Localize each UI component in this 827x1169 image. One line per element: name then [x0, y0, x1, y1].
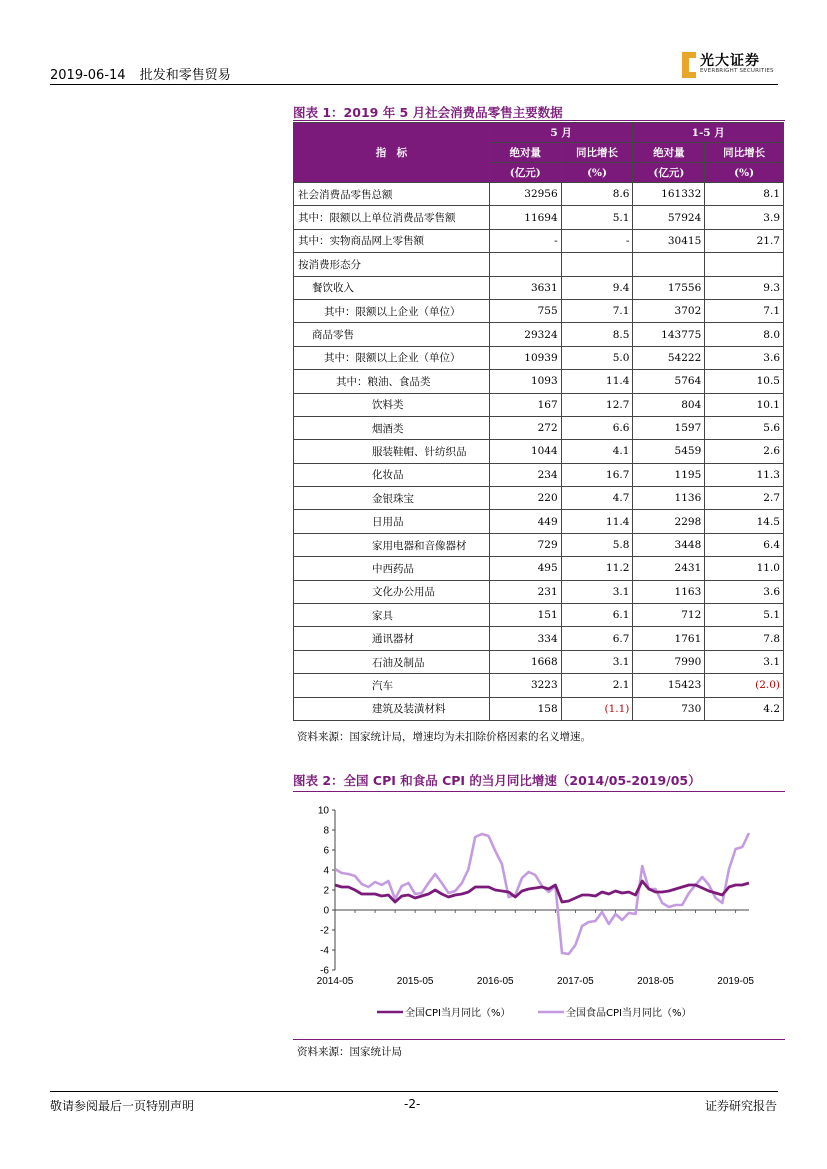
row-indicator: 餐饮收入 — [294, 276, 490, 299]
row-value: 3.6 — [705, 346, 784, 369]
row-value: 1136 — [633, 487, 705, 510]
header-yoy: 同比增长 — [705, 143, 784, 163]
y-tick-label: 10 — [317, 805, 329, 817]
header-abs-unit: (亿元) — [489, 163, 561, 183]
figure2-source: 资料来源：国家统计局 — [297, 1046, 402, 1058]
row-value: 334 — [489, 627, 561, 650]
footer-divider — [50, 1091, 778, 1092]
table-row — [294, 604, 784, 627]
row-value: 9.4 — [561, 276, 633, 299]
row-value: 5.1 — [705, 604, 784, 627]
table-row — [294, 346, 784, 369]
table-row — [294, 580, 784, 603]
row-value: 11.4 — [561, 510, 633, 533]
table-row — [294, 557, 784, 580]
row-value: 17556 — [633, 276, 705, 299]
row-indicator: 日用品 — [294, 510, 490, 533]
row-indicator: 汽车 — [294, 674, 490, 697]
table-row — [294, 650, 784, 673]
series-line-food-cpi — [335, 833, 749, 954]
header-divider — [50, 84, 778, 85]
y-tick-label: 8 — [323, 825, 329, 837]
table-row — [294, 487, 784, 510]
table-row — [294, 183, 784, 206]
row-value: 15423 — [633, 674, 705, 697]
row-value: 143775 — [633, 323, 705, 346]
table-row — [294, 510, 784, 533]
row-value: 3.1 — [561, 650, 633, 673]
row-indicator: 建筑及装潢材料 — [294, 697, 490, 720]
retail-data-table — [293, 122, 784, 721]
row-value: 5764 — [633, 370, 705, 393]
row-value: 3.1 — [705, 650, 784, 673]
row-indicator: 社会消费品零售总额 — [294, 183, 490, 206]
row-value: 10.5 — [705, 370, 784, 393]
row-value: 9.3 — [705, 276, 784, 299]
row-value: - — [489, 229, 561, 252]
row-value: 2298 — [633, 510, 705, 533]
y-tick-label: 4 — [323, 865, 329, 877]
row-value: 10939 — [489, 346, 561, 369]
figure2-title: 图表 2：全国 CPI 和食品 CPI 的当月同比增速（2014/05-2019/05） — [293, 773, 701, 788]
row-value: 231 — [489, 580, 561, 603]
row-value: 7990 — [633, 650, 705, 673]
row-value: 4.7 — [561, 487, 633, 510]
figure2-title-rule — [293, 791, 785, 792]
table-header — [294, 123, 784, 183]
y-tick-label: 2 — [323, 885, 329, 897]
row-value: 14.5 — [705, 510, 784, 533]
logo-name: 光大证券 — [700, 53, 760, 69]
row-value: 3.6 — [705, 580, 784, 603]
row-indicator: 烟酒类 — [294, 416, 490, 439]
row-value: 8.0 — [705, 323, 784, 346]
cpi-chart — [293, 797, 785, 1037]
row-value: 161332 — [633, 183, 705, 206]
row-value: 7.1 — [705, 299, 784, 322]
row-value: 11694 — [489, 206, 561, 229]
row-indicator: 其中：限额以上企业（单位） — [294, 299, 490, 322]
header-yoy-unit: (%) — [705, 163, 784, 183]
row-value: 2431 — [633, 557, 705, 580]
row-value: 3448 — [633, 533, 705, 556]
row-value: 1163 — [633, 580, 705, 603]
row-indicator: 其中：限额以上单位消费品零售额 — [294, 206, 490, 229]
row-indicator: 金银珠宝 — [294, 487, 490, 510]
header-jan-may: 1-5 月 — [633, 123, 784, 143]
row-value: 151 — [489, 604, 561, 627]
header-abs: 绝对量 — [633, 143, 705, 163]
logo-english-name: EVERBRIGHT SECURITIES — [700, 68, 774, 74]
row-indicator: 商品零售 — [294, 323, 490, 346]
row-value: 5459 — [633, 440, 705, 463]
table-row — [294, 229, 784, 252]
row-value: 3223 — [489, 674, 561, 697]
row-value: (1.1) — [561, 697, 633, 720]
row-value: 712 — [633, 604, 705, 627]
row-value: 449 — [489, 510, 561, 533]
row-value: 16.7 — [561, 463, 633, 486]
table-row — [294, 370, 784, 393]
header-date: 2019-06-14 — [50, 68, 126, 83]
table-row — [294, 416, 784, 439]
row-value — [633, 253, 705, 276]
header-section: 批发和零售贸易 — [139, 68, 231, 83]
y-tick-label: 6 — [323, 845, 329, 857]
row-indicator: 其中：限额以上企业（单位） — [294, 346, 490, 369]
row-indicator: 服装鞋帽、针纺织品 — [294, 440, 490, 463]
company-logo — [682, 50, 778, 80]
row-value: 57924 — [633, 206, 705, 229]
row-value: 11.3 — [705, 463, 784, 486]
row-indicator: 化妆品 — [294, 463, 490, 486]
row-value: 4.2 — [705, 697, 784, 720]
row-indicator: 通讯器材 — [294, 627, 490, 650]
row-value: 5.0 — [561, 346, 633, 369]
row-value: 8.5 — [561, 323, 633, 346]
table-row — [294, 533, 784, 556]
table-row — [294, 393, 784, 416]
figure2-bottom-rule — [293, 1039, 785, 1040]
legend-label: 全国CPI当月同比（%） — [405, 1008, 511, 1019]
cpi-chart-svg — [293, 797, 785, 1037]
row-value: 11.0 — [705, 557, 784, 580]
row-value: 158 — [489, 697, 561, 720]
row-value: - — [561, 229, 633, 252]
row-value: 6.1 — [561, 604, 633, 627]
row-indicator: 家用电器和音像器材 — [294, 533, 490, 556]
row-value: 730 — [633, 697, 705, 720]
row-indicator: 饮料类 — [294, 393, 490, 416]
header-abs: 绝对量 — [489, 143, 561, 163]
footer-report-type: 证券研究报告 — [704, 1099, 777, 1113]
table-row — [294, 299, 784, 322]
header-indicator: 指 标 — [294, 123, 490, 183]
row-value: 6.4 — [705, 533, 784, 556]
row-value: 167 — [489, 393, 561, 416]
y-tick-label: -6 — [320, 965, 329, 977]
row-value: 10.1 — [705, 393, 784, 416]
row-value — [489, 253, 561, 276]
row-value: 3631 — [489, 276, 561, 299]
row-value: 11.2 — [561, 557, 633, 580]
row-value — [705, 253, 784, 276]
row-value: 729 — [489, 533, 561, 556]
row-value: 804 — [633, 393, 705, 416]
row-value: 11.4 — [561, 370, 633, 393]
table1-source: 资料来源：国家统计局，增速均为未扣除价格因素的名义增速。 — [297, 731, 591, 743]
y-tick-label: -2 — [320, 925, 329, 937]
logo-mark-icon — [682, 52, 696, 78]
row-indicator: 石油及制品 — [294, 650, 490, 673]
row-value: 32956 — [489, 183, 561, 206]
row-value: 21.7 — [705, 229, 784, 252]
row-value: 3702 — [633, 299, 705, 322]
row-indicator: 其中：实物商品网上零售额 — [294, 229, 490, 252]
table-row — [294, 674, 784, 697]
header-abs-unit: (亿元) — [633, 163, 705, 183]
row-value: 5.1 — [561, 206, 633, 229]
x-tick-label: 2016-05 — [476, 976, 514, 987]
table-row — [294, 627, 784, 650]
row-value: 7.1 — [561, 299, 633, 322]
row-value: 5.8 — [561, 533, 633, 556]
row-value: 234 — [489, 463, 561, 486]
y-tick-label: 0 — [323, 905, 329, 917]
row-value: 1668 — [489, 650, 561, 673]
row-indicator: 中西药品 — [294, 557, 490, 580]
legend-label: 全国食品CPI当月同比（%） — [566, 1008, 692, 1019]
row-value: 4.1 — [561, 440, 633, 463]
x-tick-label: 2018-05 — [637, 976, 674, 987]
header-may: 5 月 — [489, 123, 633, 143]
table-row — [294, 323, 784, 346]
row-value: 3.1 — [561, 580, 633, 603]
row-value: 495 — [489, 557, 561, 580]
header-text — [50, 64, 231, 83]
table-body — [294, 183, 784, 721]
footer-disclaimer: 敬请参阅最后一页特别声明 — [50, 1099, 195, 1113]
row-value: 29324 — [489, 323, 561, 346]
row-value: 2.1 — [561, 674, 633, 697]
table1-title: 图表 1：2019 年 5 月社会消费品零售主要数据 — [293, 105, 563, 120]
row-value: 2.7 — [705, 487, 784, 510]
row-value: 755 — [489, 299, 561, 322]
row-value: 8.6 — [561, 183, 633, 206]
row-value: 30415 — [633, 229, 705, 252]
row-value: 5.6 — [705, 416, 784, 439]
row-value: 6.6 — [561, 416, 633, 439]
row-value: 8.1 — [705, 183, 784, 206]
row-value: 220 — [489, 487, 561, 510]
row-value: 1093 — [489, 370, 561, 393]
table-row — [294, 276, 784, 299]
x-tick-label: 2019-05 — [717, 976, 754, 987]
header-yoy: 同比增长 — [561, 143, 633, 163]
table-row — [294, 206, 784, 229]
x-tick-label: 2015-05 — [396, 976, 434, 987]
row-value: 1044 — [489, 440, 561, 463]
row-value: 2.6 — [705, 440, 784, 463]
x-tick-label: 2014-05 — [316, 976, 354, 987]
table-row — [294, 253, 784, 276]
footer-page-number: -2- — [404, 1097, 421, 1111]
row-value: 6.7 — [561, 627, 633, 650]
row-indicator: 家具 — [294, 604, 490, 627]
header-yoy-unit: (%) — [561, 163, 633, 183]
page-header — [50, 53, 778, 86]
row-value: 7.8 — [705, 627, 784, 650]
x-tick-label: 2017-05 — [557, 976, 594, 987]
y-tick-label: -4 — [320, 945, 329, 957]
table-row — [294, 440, 784, 463]
row-value: 1597 — [633, 416, 705, 439]
row-value: 12.7 — [561, 393, 633, 416]
row-indicator: 其中：粮油、食品类 — [294, 370, 490, 393]
row-indicator: 按消费形态分 — [294, 253, 490, 276]
row-value: 54222 — [633, 346, 705, 369]
row-value: 272 — [489, 416, 561, 439]
row-value: 1195 — [633, 463, 705, 486]
row-value: 3.9 — [705, 206, 784, 229]
row-value: 1761 — [633, 627, 705, 650]
row-indicator: 文化办公用品 — [294, 580, 490, 603]
table-row — [294, 463, 784, 486]
table1-title-rule — [293, 120, 785, 121]
row-value: (2.0) — [705, 674, 784, 697]
row-value — [561, 253, 633, 276]
table-row — [294, 697, 784, 720]
